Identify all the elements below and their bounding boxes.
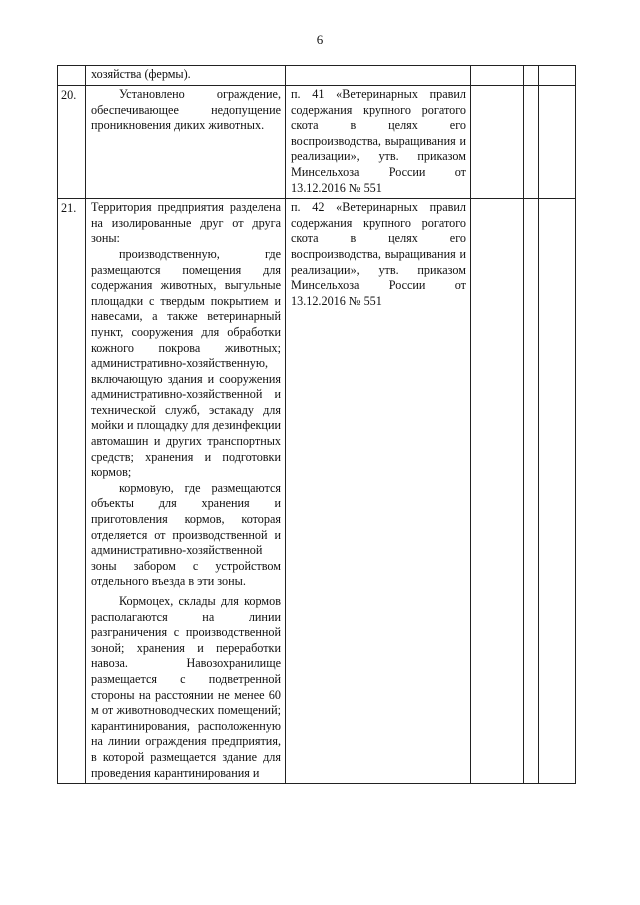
cell-answer-yes [471,86,524,199]
cell-requirement [86,86,286,199]
requirement-zone-production: производственную, где размещаются помещения для содержания животных, выгульные площадки с твердым покрытием и навесами, а также ветеринарный пункт, сооружения для обработки кожного покрова животных; административно-хозяйственную, включающую здания и сооружения административно-хозяйственной и технической служб, эстакаду для мойки и площадку для дезинфекции автомашин и других транспортных средств; хранения и подготовки кормов; [91,246,281,480]
cell-reference [286,66,471,86]
cell-answer-na [539,86,576,199]
table-row [58,86,576,199]
cell-answer-yes [471,199,524,784]
cell-answer-no [524,199,539,784]
cell-answer-no [524,86,539,199]
cell-answer-na [539,66,576,86]
page-number: 6 [316,32,324,47]
reference-text: п. 42 «Ветеринарных правил содержания крупного рогатого скота в целях его воспроизводства, выращивания и реализации», утв. приказом Минсельхоза России от 13.12.2016 № 551 [291,200,466,308]
cell-requirement [86,66,286,86]
table-row [58,199,576,784]
cell-answer-na [539,199,576,784]
cell-reference [286,199,471,784]
reference-text: п. 41 «Ветеринарных правил содержания крупного рогатого скота в целях его воспроизводства, выращивания и реализации», утв. приказом Минсельхоза России от 13.12.2016 № 551 [291,87,466,195]
table-row-continuation [58,66,576,86]
requirement-intro: Территория предприятия разделена на изолированные друг от друга зоны: [91,200,281,246]
cell-answer-yes [471,66,524,86]
requirement-feed-shop: Кормоцех, склады для кормов располагаются на линии разграничения с производственной зоной; хранения и переработки навоза. Навозохранилище размещается с подветренной стороны на расстоянии не менее 60 м от животноводческих помещений; карантинирования, расположенную на линии ограждения предприятия, в которой размещается здание для проведения карантинирования и [91,594,281,780]
cell-answer-no [524,66,539,86]
cell-reference [286,86,471,199]
requirement-zone-feed: кормовую, где размещаются объекты для хранения и приготовления кормов, которая отделяется от производственной и административно-хозяйственной зоны забором с устройством отдельного въезда в эти зоны. [91,480,281,589]
row-number: 20. [58,86,86,199]
requirements-table [57,65,576,784]
continuation-text: хозяйства (фермы). [91,67,191,81]
requirement-text: Установлено ограждение, обеспечивающее недопущение проникновения диких животных. [91,87,281,133]
cell-num [58,66,86,86]
row-number: 21. [58,199,86,784]
cell-requirement [86,199,286,784]
